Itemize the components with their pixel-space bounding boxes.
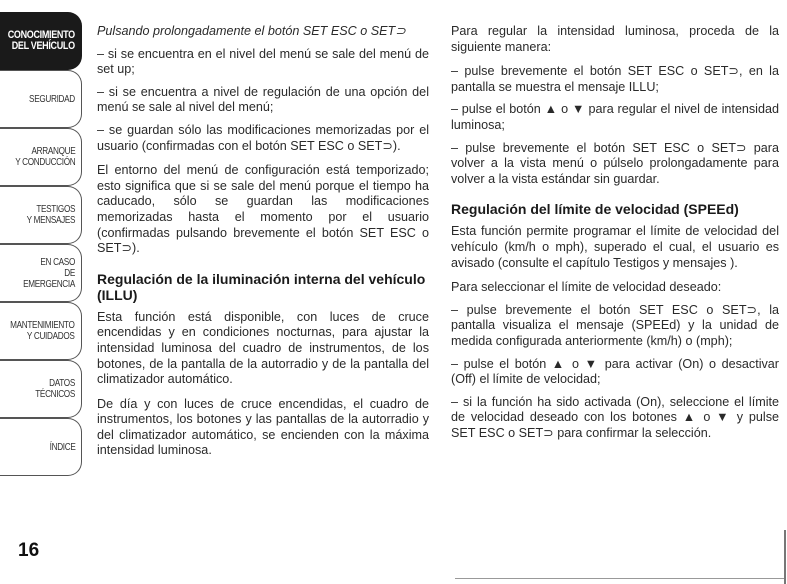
tab-en-caso-de-emergencia[interactable] bbox=[0, 244, 82, 302]
list-item: – pulse brevemente el botón SET ESC o SET⊃ para volver a la vista menú o púlselo prolongadamente para volver a la vista estándar sin guardar. bbox=[451, 140, 779, 186]
tab-label: TESTIGOS Y MENSAJES bbox=[26, 204, 75, 226]
page-edge bbox=[784, 530, 786, 584]
list-item: – pulse brevemente el botón SET ESC o SET⊃, la pantalla visualiza el mensaje (SPEEd) y la unidad de medida configurada anteriormente (km/h) o (mph); bbox=[451, 302, 779, 348]
paragraph: El entorno del menú de configuración está temporizado; esto significa que si se sale del menú porque el tiempo ha caducado, sólo se guardan las modificaciones memorizadas hasta el momento por el usuario (confirmadas pulsando brevemente el botón SET ESC o SET⊃). bbox=[97, 163, 429, 256]
page-divider bbox=[455, 578, 785, 579]
tab-label: MANTENIMIENTO Y CUIDADOS bbox=[10, 320, 75, 342]
list-item: – pulse el botón ▲ o ▼ para activar (On) o desactivar (Off) el límite de velocidad; bbox=[451, 356, 779, 387]
tab-mantenimiento-y-cuidados[interactable] bbox=[0, 302, 82, 360]
tab-label: DATOS TÉCNICOS bbox=[35, 378, 75, 400]
section-heading: Regulación de la iluminación interna del vehículo (ILLU) bbox=[97, 270, 426, 303]
text-column-left bbox=[97, 24, 429, 468]
intro-paragraph: Para regular la intensidad luminosa, proceda de la siguiente manera: bbox=[451, 24, 779, 54]
paragraph: Para seleccionar el límite de velocidad deseado: bbox=[451, 280, 722, 295]
paragraph: Esta función permite programar el límite de velocidad del vehículo (km/h o mph), superado el cual, el usuario es avisado (consulte el capítulo Testigos y mensajes ). bbox=[451, 224, 779, 270]
section-heading: Regulación del límite de velocidad (SPEEd) bbox=[451, 201, 739, 218]
tab-indice[interactable] bbox=[0, 418, 82, 476]
tab-conocimiento-del-vehiculo[interactable] bbox=[0, 12, 82, 70]
text-column-right bbox=[451, 24, 779, 450]
tab-datos-tecnicos[interactable] bbox=[0, 360, 82, 418]
list-item: – se guardan sólo las modificaciones memorizadas por el usuario (confirmadas con el botón SET ESC o SET⊃). bbox=[97, 122, 429, 153]
paragraph: De día y con luces de cruce encendidas, el cuadro de instrumentos, los botones y las pantallas de la autorradio y del climatizador automático, se encienden con la máxima intensidad luminosa. bbox=[97, 396, 429, 458]
list-item: – si la función ha sido activada (On), seleccione el límite de velocidad deseado con los botones ▲ o ▼ y pulse SET ESC o SET⊃ para confirmar la selección. bbox=[451, 394, 779, 440]
list-item: – si se encuentra a nivel de regulación de una opción del menú se sale al nivel del menú; bbox=[97, 84, 429, 115]
tab-arranque-y-conduccion[interactable] bbox=[0, 128, 82, 186]
tab-label: CONOCIMIENTO DEL VEHÍCULO bbox=[7, 29, 75, 52]
tab-label: ÍNDICE bbox=[49, 441, 75, 453]
list-item: – pulse brevemente el botón SET ESC o SET⊃, en la pantalla se muestra el mensaje ILLU; bbox=[451, 64, 779, 94]
tab-label: EN CASO DE EMERGENCIA bbox=[23, 256, 75, 290]
tab-label: ARRANQUE Y CONDUCCIÓN bbox=[14, 146, 75, 168]
tab-seguridad[interactable] bbox=[0, 70, 82, 128]
tab-testigos-y-mensajes[interactable] bbox=[0, 186, 82, 244]
list-item: – pulse el botón ▲ o ▼ para regular el nivel de intensidad luminosa; bbox=[451, 102, 779, 132]
page-number: 16 bbox=[18, 540, 40, 561]
chapter-sidebar bbox=[0, 12, 82, 476]
paragraph: Esta función está disponible, con luces de cruce encendidas y en condiciones nocturnas, para ajustar la intensidad luminosa del cuadro de instrumentos, de los botones, de la pantalla de la autorradio y de la pantalla del climatizador automático. bbox=[97, 309, 429, 387]
intro-paragraph: Pulsando prolongadamente el botón SET ESC o SET⊃ bbox=[97, 24, 406, 38]
list-item: – si se encuentra en el nivel del menú se sale del menú de set up; bbox=[97, 46, 429, 77]
tab-label: SEGURIDAD bbox=[29, 93, 75, 105]
